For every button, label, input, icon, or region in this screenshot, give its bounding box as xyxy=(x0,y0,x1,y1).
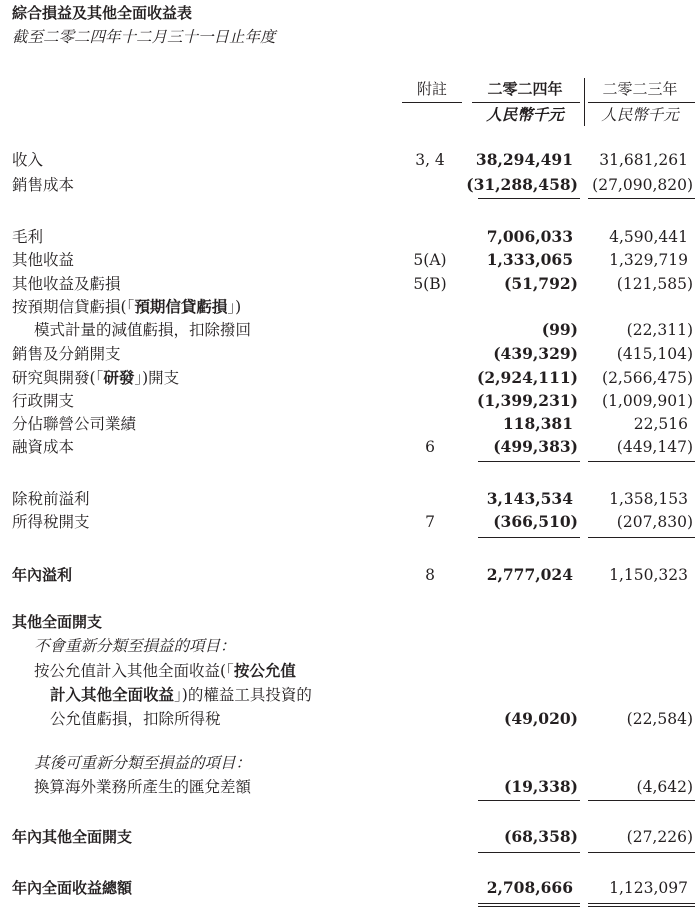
row-2024-pbt: 3,143,534 xyxy=(486,489,573,508)
header-rule-2023 xyxy=(588,102,695,103)
row-label-ecl: 按預期信貸虧損(「預期信貸虧損」) xyxy=(12,297,242,316)
row-label-fvoci: 按公允值計入其他全面收益(「按公允值 xyxy=(34,661,296,680)
row-label-cost-of-sales: 銷售成本 xyxy=(12,176,75,194)
column-separator xyxy=(584,78,585,126)
row-label-finance: 融資成本 xyxy=(12,438,75,456)
row-2024-associates: 118,381 xyxy=(502,414,573,433)
rule-2023-oci-total xyxy=(588,852,695,853)
row-label-ecl-line2: 模式計量的減值虧損，扣除撥回 xyxy=(34,321,252,339)
row-2024-ecl: (99) xyxy=(541,320,578,339)
row-label-pbt: 除稅前溢利 xyxy=(12,490,90,508)
row-2023-other-income: 1,329,719 xyxy=(609,251,688,269)
page-subtitle: 截至二零二四年十二月三十一日止年度 xyxy=(12,28,276,46)
page-title: 綜合損益及其他全面收益表 xyxy=(12,4,193,22)
row-label-tax: 所得稅開支 xyxy=(12,513,90,531)
row-2024-rnd: (2,924,111) xyxy=(477,368,578,387)
not-reclass-heading: 不會重新分類至損益的項目： xyxy=(34,637,236,655)
column-header-2023: 二零二三年 xyxy=(602,80,678,98)
row-2024-finance: (499,383) xyxy=(493,437,578,456)
row-2023-rnd: (2,566,475) xyxy=(602,369,693,387)
row-label-tci: 年內全面收益總額 xyxy=(12,879,133,897)
row-2023-tci: 1,123,097 xyxy=(609,879,688,897)
row-note-tax: 7 xyxy=(425,513,435,531)
unit-2024: 人民幣千元 xyxy=(486,105,564,124)
row-note-profit: 8 xyxy=(425,566,435,584)
row-note-revenue: 3, 4 xyxy=(415,151,445,169)
row-label-fvoci-line2: 計入其他全面收益」)的權益工具投資的 xyxy=(50,685,312,704)
rule-2024-finance xyxy=(478,461,580,462)
row-label-other-gains: 其他收益及虧損 xyxy=(12,275,121,293)
row-label-fx: 換算海外業務所產生的匯兌差額 xyxy=(34,778,252,796)
column-header-2024: 二零二四年 xyxy=(487,80,563,98)
row-2024-tci: 2,708,666 xyxy=(486,878,573,897)
row-note-other-income: 5(A) xyxy=(413,251,447,269)
row-label-fvoci-line3: 公允值虧損，扣除所得稅 xyxy=(50,710,221,728)
header-rule-note xyxy=(402,102,462,103)
row-label-other-income: 其他收益 xyxy=(12,251,75,269)
row-2023-finance: (449,147) xyxy=(616,438,693,456)
row-note-other-gains: 5(B) xyxy=(413,275,447,293)
row-2023-selling: (415,104) xyxy=(616,345,693,363)
row-2024-profit: 2,777,024 xyxy=(486,565,573,584)
row-2023-other-gains: (121,585) xyxy=(616,275,693,293)
row-2024-fx: (19,338) xyxy=(504,777,578,796)
row-2024-revenue: 38,294,491 xyxy=(475,150,573,169)
double-rule-2024-tci xyxy=(478,903,580,907)
row-label-gross-profit: 毛利 xyxy=(12,228,44,246)
row-2023-ecl: (22,311) xyxy=(626,321,693,339)
rule-2024-tax xyxy=(478,537,580,538)
row-note-finance: 6 xyxy=(425,438,435,456)
rule-2023-cost-of-sales xyxy=(588,198,695,199)
row-2024-fvoci: (49,020) xyxy=(504,709,578,728)
row-2024-gross-profit: 7,006,033 xyxy=(486,227,573,246)
row-2024-oci-total: (68,358) xyxy=(504,827,578,846)
row-label-revenue: 收入 xyxy=(12,151,44,169)
rule-2023-finance xyxy=(588,461,695,462)
double-rule-2023-tci xyxy=(588,903,695,907)
row-label-oci-total: 年內其他全面開支 xyxy=(12,828,133,846)
row-2024-admin: (1,399,231) xyxy=(477,391,578,410)
row-2023-gross-profit: 4,590,441 xyxy=(609,228,688,246)
unit-2023: 人民幣千元 xyxy=(601,106,679,124)
row-2023-profit: 1,150,323 xyxy=(609,566,688,584)
row-2023-fx: (4,642) xyxy=(636,778,693,796)
row-label-profit: 年內溢利 xyxy=(12,566,73,584)
rule-2024-cost-of-sales xyxy=(478,198,580,199)
rule-2024-fx xyxy=(478,800,580,801)
rule-2023-fx xyxy=(588,800,695,801)
row-label-associates: 分佔聯營公司業績 xyxy=(12,415,137,433)
row-label-admin: 行政開支 xyxy=(12,392,75,410)
rule-2023-tax xyxy=(588,537,695,538)
row-2023-cost-of-sales: (27,090,820) xyxy=(592,176,693,194)
row-2023-associates: 22,516 xyxy=(633,415,688,433)
column-header-note: 附註 xyxy=(416,80,447,98)
header-rule-2024 xyxy=(472,102,580,103)
row-2023-pbt: 1,358,153 xyxy=(609,490,688,508)
may-reclass-heading: 其後可重新分類至損益的項目： xyxy=(34,754,252,772)
row-label-rnd: 研究與開發(「研發」)開支 xyxy=(12,368,180,387)
row-2024-cost-of-sales: (31,288,458) xyxy=(466,175,578,194)
row-2023-fvoci: (22,584) xyxy=(626,710,693,728)
row-2023-tax: (207,830) xyxy=(616,513,693,531)
row-2024-tax: (366,510) xyxy=(493,512,578,531)
row-2024-other-gains: (51,792) xyxy=(504,274,578,293)
row-2023-admin: (1,009,901) xyxy=(602,392,693,410)
oci-heading: 其他全面開支 xyxy=(12,613,103,631)
row-2023-oci-total: (27,226) xyxy=(626,828,693,846)
row-label-selling: 銷售及分銷開支 xyxy=(12,345,121,363)
rule-2024-oci-total xyxy=(478,852,580,853)
row-2024-selling: (439,329) xyxy=(493,344,578,363)
row-2024-other-income: 1,333,065 xyxy=(486,250,573,269)
row-2023-revenue: 31,681,261 xyxy=(599,151,688,169)
